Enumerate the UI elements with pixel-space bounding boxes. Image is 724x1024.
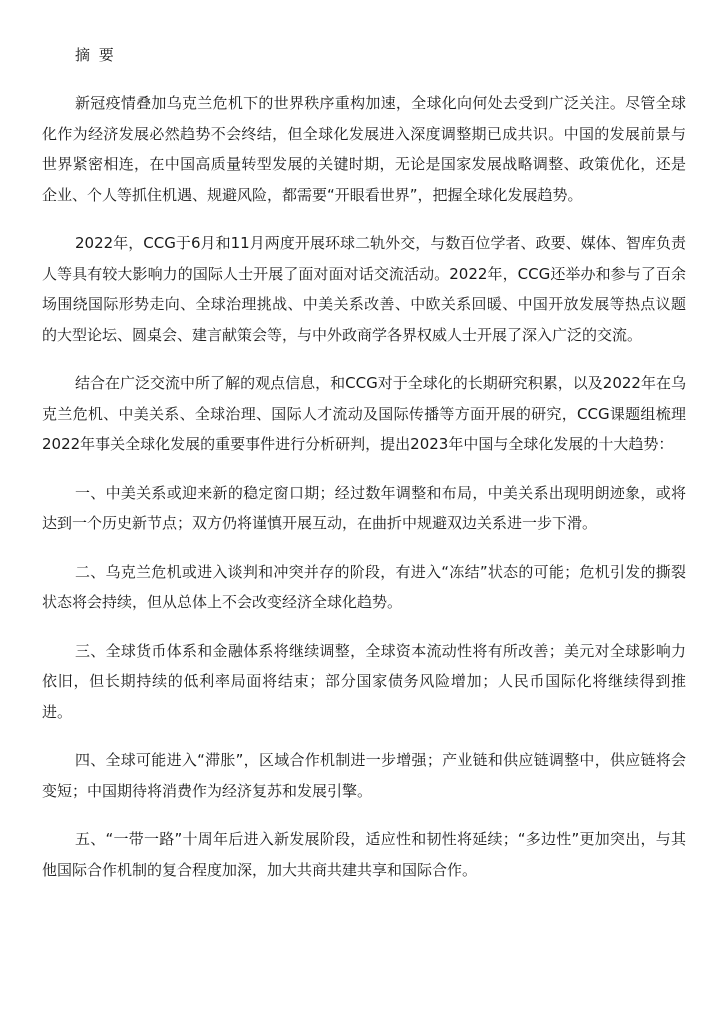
paragraph-trend-2: 二、乌克兰危机或进入谈判和冲突并存的阶段，有进入“冻结”状态的可能；危机引发的撕裂状态将会持续，但从总体上不会改变经济全球化趋势。 [42, 562, 686, 611]
paragraph-ccg-activities: 2022年，CCG于6月和11月两度开展环球二轨外交，与数百位学者、政要、媒体、智库负责人等具有较大影响力的国际人士开展了面对面对话交流活动。2022年，CCG还举办和参与了百余场围绕国际形势走向、全球治理挑战、中美关系改善、中欧关系回暖、中国开放发展等热点议题的大型论坛、圆桌会、建言献策会等，与中外政商学各界权威人士开展了深入广泛的交流。 [42, 234, 686, 344]
paragraph-trend-3: 三、全球货币体系和金融体系将继续调整，全球资本流动性将有所改善；美元对全球影响力依旧，但长期持续的低利率局面将结束；部分国家债务风险增加；人民币国际化将继续得到推进。 [42, 641, 686, 721]
paragraph-trends-intro: 结合在广泛交流中所了解的观点信息，和CCG对于全球化的长期研究积累，以及2022年在乌克兰危机、中美关系、全球治理、国际人才流动及国际传播等方面开展的研究，CCG课题组梳理2022年事关全球化发展的重要事件进行分析研判，提出2023年中国与全球化发展的十大趋势： [42, 374, 686, 453]
document-page [42, 40, 686, 885]
paragraph-trend-5: 五、“一带一路”十周年后进入新发展阶段，适应性和韧性将延续；“多边性”更加突出，与其他国际合作机制的复合程度加深，加大共商共建共享和国际合作。 [42, 830, 686, 879]
abstract-heading: 摘 要 [75, 46, 116, 64]
paragraph-intro: 新冠疫情叠加乌克兰危机下的世界秩序重构加速，全球化向何处去受到广泛关注。尽管全球化作为经济发展必然趋势不会终结，但全球化发展进入深度调整期已成共识。中国的发展前景与世界紧密相连，在中国高质量转型发展的关键时期，无论是国家发展战略调整、政策优化，还是企业、个人等抓住机遇、规避风险，都需要“开眼看世界”，把握全球化发展趋势。 [42, 94, 686, 204]
paragraph-trend-1: 一、中美关系或迎来新的稳定窗口期；经过数年调整和布局，中美关系出现明朗迹象，或将达到一个历史新节点；双方仍将谨慎开展互动，在曲折中规避双边关系进一步下滑。 [42, 483, 686, 532]
paragraph-trend-4: 四、全球可能进入“滞胀”，区域合作机制进一步增强；产业链和供应链调整中，供应链将会变短；中国期待将消费作为经济复苏和发展引擎。 [42, 751, 686, 800]
